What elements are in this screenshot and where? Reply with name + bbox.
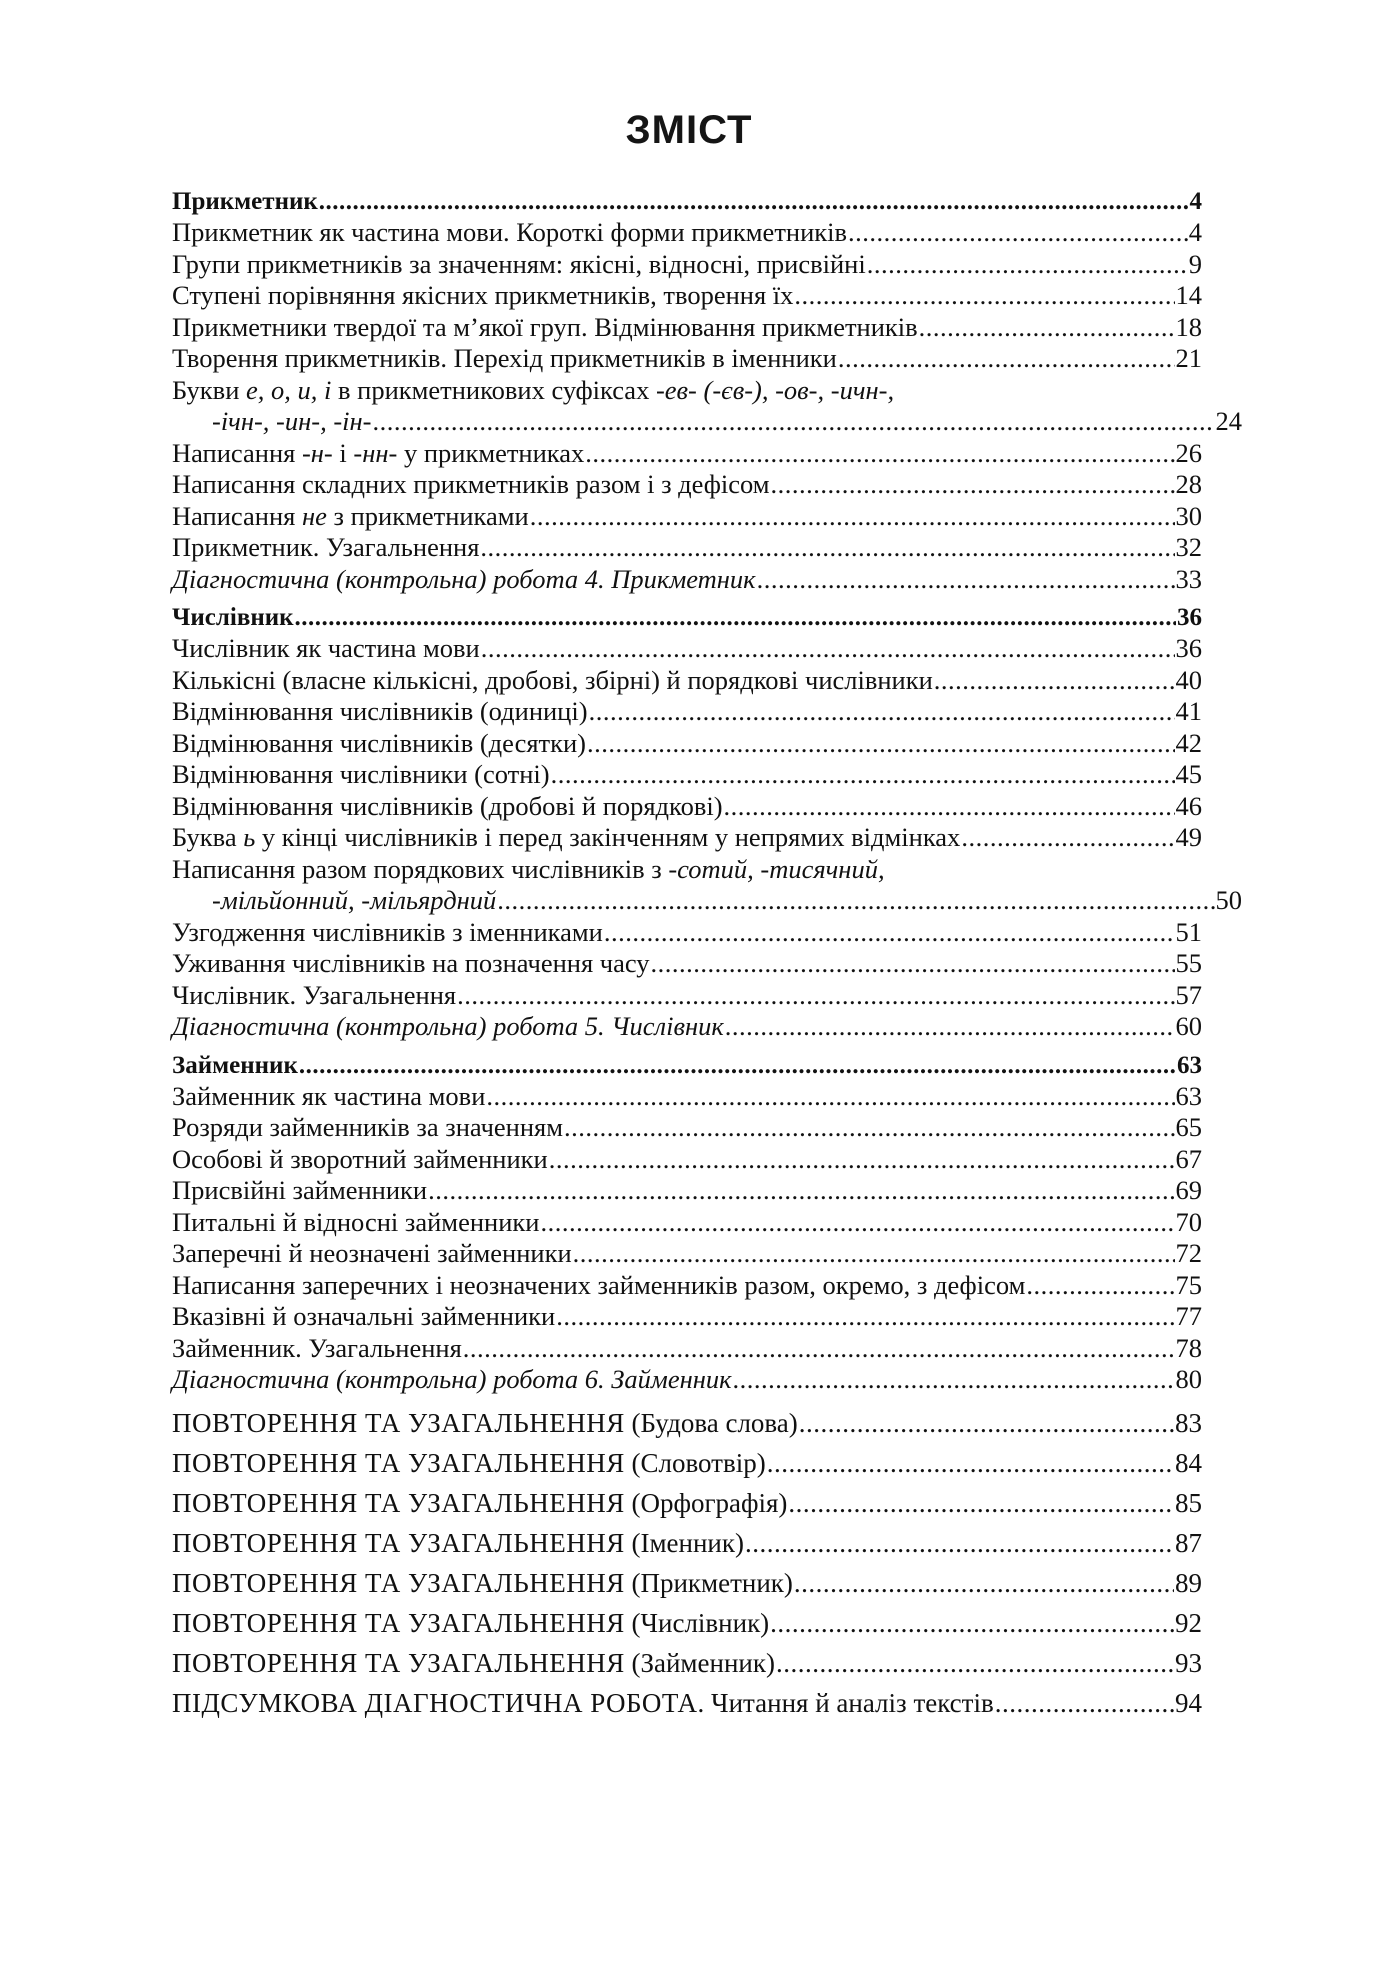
toc-entry-title: Написання заперечних і неозначених займенників разом, окремо, з дефісом xyxy=(172,1269,1026,1300)
toc-page-number: 4 xyxy=(1189,188,1202,215)
toc-entry-title: Числівник як частина мови xyxy=(172,633,480,663)
toc-entry[interactable] xyxy=(172,791,1202,823)
dot-leader xyxy=(934,665,1175,697)
toc-entry-upper: ПОВТОРЕННЯ ТА УЗАГАЛЬНЕННЯ xyxy=(172,1447,625,1478)
toc-entry-test[interactable] xyxy=(172,1011,1202,1043)
toc-page-number: 18 xyxy=(1175,311,1202,342)
toc-entry-title xyxy=(212,406,373,438)
toc-page-number: 83 xyxy=(1175,1407,1202,1438)
toc-page-number: 67 xyxy=(1175,1143,1202,1174)
toc-entry-upper: ПОВТОРЕННЯ ТА УЗАГАЛЬНЕННЯ xyxy=(172,1527,625,1558)
toc-entry-title: Уживання числівників на позначення часу xyxy=(172,948,650,978)
toc-review-entry[interactable] xyxy=(172,1523,1202,1563)
toc-entry[interactable] xyxy=(172,217,1202,249)
toc-entry[interactable] xyxy=(172,1112,1202,1144)
toc-entry-italic: -нн- xyxy=(353,437,398,468)
toc-entry[interactable] xyxy=(172,532,1202,564)
toc-entry-title xyxy=(172,501,530,533)
toc-entry-italic: ь xyxy=(243,822,256,852)
toc-entry-text: (Орфографія) xyxy=(624,1487,788,1518)
dot-leader xyxy=(799,1403,1174,1443)
toc-entry-title: Прикметник. Узагальнення xyxy=(172,532,480,562)
toc-entry-text: (Числівник) xyxy=(624,1607,770,1638)
toc-page-number: 49 xyxy=(1175,822,1202,852)
toc-section-heading[interactable] xyxy=(172,602,1202,633)
toc-page-number: 21 xyxy=(1175,343,1202,373)
toc-page-number: 42 xyxy=(1175,727,1202,758)
toc-entry-title: Діагностична (контрольна) робота 5. Числівник xyxy=(172,1011,724,1041)
dot-leader xyxy=(651,948,1175,980)
toc-page-number: 36 xyxy=(1177,604,1202,631)
dot-leader xyxy=(428,1175,1174,1207)
toc-entry-text: і xyxy=(332,437,354,468)
dot-leader xyxy=(848,217,1188,249)
toc-entry[interactable] xyxy=(172,280,1202,312)
dot-leader xyxy=(589,696,1175,728)
dot-leader xyxy=(733,1364,1175,1396)
dot-leader xyxy=(540,1207,1174,1239)
toc-entry-first-line[interactable] xyxy=(172,375,1202,407)
dot-leader xyxy=(1026,1270,1174,1302)
dot-leader xyxy=(556,1301,1174,1333)
toc-entry[interactable] xyxy=(172,469,1202,501)
toc-entry-first-line[interactable] xyxy=(172,854,1202,886)
dot-leader xyxy=(486,1081,1174,1113)
dot-leader xyxy=(919,312,1175,344)
toc-entry[interactable] xyxy=(172,1207,1202,1239)
toc-section-numeral xyxy=(172,602,1242,1043)
toc-entry-text: (Займенник) xyxy=(624,1647,775,1678)
toc-page-number: 9 xyxy=(1188,248,1202,279)
toc-review-entry[interactable] xyxy=(172,1563,1202,1603)
toc-entry-title: Відмінювання числівників (одиниці) xyxy=(172,696,588,726)
toc-entry-continuation[interactable] xyxy=(172,885,1242,917)
toc-entry[interactable] xyxy=(172,1301,1202,1333)
toc-entry-title: Прикметники твердої та м’якої груп. Відмінювання прикметників xyxy=(172,311,918,342)
toc-page-number: 40 xyxy=(1175,664,1202,695)
toc-entry-title xyxy=(172,1563,794,1603)
page-title: ЗМІСТ xyxy=(625,108,753,152)
toc-entry-title: Прикметник xyxy=(172,188,318,215)
dot-leader xyxy=(794,280,1174,312)
toc-entry[interactable] xyxy=(172,728,1202,760)
dot-leader xyxy=(776,1643,1174,1683)
toc-entry-upper: ПОВТОРЕННЯ ТА УЗАГАЛЬНЕННЯ xyxy=(172,1487,625,1518)
toc-page-number: 46 xyxy=(1175,790,1202,821)
toc-entry-title: Розряди займенників за значенням xyxy=(172,1112,564,1142)
toc-entry[interactable] xyxy=(172,980,1202,1012)
toc-page-number: 77 xyxy=(1175,1301,1202,1331)
dot-leader xyxy=(725,1011,1175,1043)
toc-entry[interactable] xyxy=(172,312,1202,344)
toc-entry[interactable] xyxy=(172,948,1202,980)
toc-entry-upper: ПОВТОРЕННЯ ТА УЗАГАЛЬНЕННЯ xyxy=(172,1407,625,1438)
toc-review-entry[interactable] xyxy=(172,1483,1202,1523)
toc-page-number: 30 xyxy=(1175,500,1202,531)
dot-leader xyxy=(295,602,1176,633)
toc-entry-text: (Прикметник) xyxy=(624,1567,793,1598)
toc-page-number: 57 xyxy=(1175,979,1202,1010)
toc-page-number: 69 xyxy=(1175,1175,1202,1205)
toc-entry-title xyxy=(172,1443,767,1483)
dot-leader xyxy=(724,791,1175,823)
toc-entry-text: . Читання й аналіз текстів xyxy=(697,1687,994,1718)
toc-page-number: 45 xyxy=(1175,759,1202,789)
toc-entry-title xyxy=(212,885,497,917)
toc-entry-text: у прикметниках xyxy=(397,437,585,468)
dot-leader xyxy=(463,1333,1175,1365)
toc-page-number: 70 xyxy=(1175,1206,1202,1237)
dot-leader xyxy=(745,1523,1174,1563)
toc-page-number: 50 xyxy=(1215,885,1242,915)
dot-leader xyxy=(480,532,1174,564)
toc-entry-title: Відмінювання числівників (дробові й порядкові) xyxy=(172,790,723,821)
dot-leader xyxy=(788,1483,1174,1523)
dot-leader xyxy=(770,1603,1174,1643)
toc-page-number: 87 xyxy=(1175,1527,1202,1558)
toc-review-entry[interactable] xyxy=(172,1443,1202,1483)
toc-entry-title: Відмінювання числівників (десятки) xyxy=(172,727,586,758)
toc-entry[interactable] xyxy=(172,1144,1202,1176)
toc-entry-title: Числівник. Узагальнення xyxy=(172,979,457,1010)
toc-entry-italic: -ев- (-єв-), -ов-, -ичн-, xyxy=(655,374,895,405)
toc-entry-text: Букви xyxy=(172,374,247,405)
toc-entry-title xyxy=(172,1603,770,1643)
toc-entry-title: Діагностична (контрольна) робота 6. Займенник xyxy=(172,1364,732,1394)
toc-entry-title xyxy=(172,1523,745,1563)
toc-entry-title: Займенник xyxy=(172,1051,298,1079)
dot-leader xyxy=(373,406,1215,438)
toc-entry[interactable] xyxy=(172,696,1202,728)
toc-entry[interactable] xyxy=(172,633,1202,665)
dot-leader xyxy=(794,1563,1174,1603)
toc-page-number: 24 xyxy=(1215,406,1242,436)
dot-leader xyxy=(299,1050,1176,1081)
toc-entry-title: Написання складних прикметників разом і з дефісом xyxy=(172,469,770,499)
toc-entry-text: Написання xyxy=(172,500,302,531)
toc-page-number: 80 xyxy=(1175,1364,1202,1394)
toc-entry[interactable] xyxy=(172,917,1202,949)
toc-entry-upper: ПОВТОРЕННЯ ТА УЗАГАЛЬНЕННЯ xyxy=(172,1647,625,1678)
toc-page-number: 4 xyxy=(1188,217,1202,247)
dot-leader xyxy=(604,917,1175,949)
toc-entry-title: Присвійні займенники xyxy=(172,1175,428,1205)
toc-page-number: 32 xyxy=(1175,532,1202,562)
dot-leader xyxy=(867,249,1188,281)
toc-review-entry[interactable] xyxy=(172,1403,1202,1443)
dot-leader xyxy=(551,759,1175,791)
toc-entry-title: Узгодження числівників з іменниками xyxy=(172,916,603,947)
toc-entry-upper: ПІДСУМКОВА ДІАГНОСТИЧНА РОБОТА xyxy=(172,1687,698,1718)
toc-section-heading[interactable] xyxy=(172,186,1202,217)
toc-entry-title: Займенник. Узагальнення xyxy=(172,1332,462,1363)
toc-entry-title: Числівник xyxy=(172,604,294,631)
toc-entry-text: (Словотвір) xyxy=(624,1447,766,1478)
toc-final-test-entry[interactable] xyxy=(172,1683,1202,1723)
dot-leader xyxy=(564,1112,1174,1144)
dot-leader xyxy=(757,564,1175,596)
toc-entry-title xyxy=(172,1483,788,1523)
toc-page-number: 55 xyxy=(1175,948,1202,978)
toc-entry-text: Написання разом порядкових числівників з xyxy=(172,853,669,884)
toc-entry[interactable] xyxy=(172,1081,1202,1113)
dot-leader xyxy=(573,1238,1175,1270)
toc-entry[interactable] xyxy=(172,1270,1202,1302)
toc-page-number: 93 xyxy=(1175,1647,1202,1678)
toc-entry[interactable] xyxy=(172,1175,1202,1207)
toc-page-number: 41 xyxy=(1175,696,1202,726)
toc-entry[interactable] xyxy=(172,1333,1202,1365)
toc-entry-title: Займенник як частина мови xyxy=(172,1080,486,1111)
toc-entry-title: Відмінювання числівники (сотні) xyxy=(172,759,550,789)
toc-entry-upper: ПОВТОРЕННЯ ТА УЗАГАЛЬНЕННЯ xyxy=(172,1607,625,1638)
dot-leader xyxy=(995,1683,1174,1723)
toc-entry-title: Групи прикметників за значенням: якісні, відносні, присвійні xyxy=(172,248,866,279)
dot-leader xyxy=(549,1144,1175,1176)
toc-page-number: 28 xyxy=(1175,469,1202,499)
toc-entry-italic: -сотий, -тисячний, xyxy=(668,853,885,884)
toc-page-number: 84 xyxy=(1175,1447,1202,1478)
toc-entry-text: (Будова слова) xyxy=(624,1407,798,1438)
toc-page-number: 26 xyxy=(1175,437,1202,468)
toc-entry-title xyxy=(172,438,585,470)
toc-entry-upper: ПОВТОРЕННЯ ТА УЗАГАЛЬНЕННЯ xyxy=(172,1567,625,1598)
toc-entry-text: у кінці числівників і перед закінченням у непрямих відмінках xyxy=(255,822,961,852)
toc-entry-title: Прикметник як частина мови. Короткі форми прикметників xyxy=(172,217,848,247)
toc-entry-italic: е, о, и, і xyxy=(246,374,332,405)
toc-entry[interactable] xyxy=(172,1238,1202,1270)
toc-page-number: 65 xyxy=(1175,1112,1202,1142)
toc-page-number: 75 xyxy=(1175,1269,1202,1300)
toc-entry[interactable] xyxy=(172,759,1202,791)
dot-leader xyxy=(530,501,1175,533)
dot-leader xyxy=(319,186,1189,217)
toc-section-review xyxy=(172,1403,1202,1723)
toc-review-entry[interactable] xyxy=(172,1643,1202,1683)
toc-section-adjective xyxy=(172,186,1242,595)
toc-page-number: 89 xyxy=(1175,1567,1202,1598)
toc-entry-title: Діагностична (контрольна) робота 4. Прикметник xyxy=(172,563,756,594)
toc-entry-text: з прикметниками xyxy=(326,500,529,531)
toc-entry-test[interactable] xyxy=(172,564,1202,596)
toc-entry[interactable] xyxy=(172,501,1202,533)
toc-entry-title: Питальні й відносні займенники xyxy=(172,1206,540,1237)
toc-page-number: 33 xyxy=(1175,563,1202,594)
dot-leader xyxy=(771,469,1175,501)
toc-entry-test[interactable] xyxy=(172,1364,1202,1396)
toc-entry[interactable] xyxy=(172,249,1202,281)
toc-entry-text: (Іменник) xyxy=(624,1527,744,1558)
dot-leader xyxy=(587,728,1175,760)
toc-section-heading[interactable] xyxy=(172,1050,1202,1081)
dot-leader xyxy=(481,633,1175,665)
dot-leader xyxy=(585,438,1174,470)
toc-entry-italic: -н- xyxy=(301,437,333,468)
toc-page-number: 36 xyxy=(1175,633,1202,663)
toc-page-number: 51 xyxy=(1175,916,1202,947)
toc-entry-title: Особові й зворотний займенники xyxy=(172,1143,548,1174)
toc-entry-continuation[interactable] xyxy=(172,406,1242,438)
dot-leader xyxy=(497,885,1214,917)
toc-entry-text: в прикметникових суфіксах xyxy=(331,374,656,405)
toc-entry-title xyxy=(172,1683,995,1723)
toc-page-number: 94 xyxy=(1175,1687,1202,1718)
toc-entry-text: Написання xyxy=(172,437,302,468)
toc-page-number: 60 xyxy=(1175,1011,1202,1041)
toc-entry-italic: -ічн-, -ин-, -ін- xyxy=(212,406,372,436)
toc-section-pronoun xyxy=(172,1050,1202,1396)
toc-entry-title: Творення прикметників. Перехід прикметників в іменники xyxy=(172,343,837,373)
toc-review-entry[interactable] xyxy=(172,1603,1202,1643)
toc-entry-italic: -мільйонний, -мільярдний xyxy=(212,885,497,915)
toc-page-number: 85 xyxy=(1175,1487,1202,1518)
dot-leader xyxy=(961,822,1174,854)
dot-leader xyxy=(838,343,1175,375)
toc-page-number: 78 xyxy=(1175,1332,1202,1363)
toc-entry-title xyxy=(172,822,961,854)
toc-entry-title: Ступені порівняння якісних прикметників, творення їх xyxy=(172,280,794,310)
toc-entry-title: Вказівні й означальні займенники xyxy=(172,1301,556,1331)
toc-entry-title xyxy=(172,1403,799,1443)
table-of-contents xyxy=(172,186,1242,1730)
toc-entry-text: Буква xyxy=(172,822,244,852)
dot-leader xyxy=(457,980,1174,1012)
toc-entry-title xyxy=(172,1643,776,1683)
toc-page-number: 72 xyxy=(1175,1238,1202,1268)
toc-page-number: 92 xyxy=(1175,1607,1202,1638)
toc-entry-title: Заперечні й неозначені займенники xyxy=(172,1238,572,1268)
toc-entry[interactable] xyxy=(172,438,1202,470)
toc-entry-italic: не xyxy=(301,500,327,531)
toc-entry-title: Кількісні (власне кількісні, дробові, збірні) й порядкові числівники xyxy=(172,664,933,695)
toc-entry[interactable] xyxy=(172,343,1202,375)
toc-entry[interactable] xyxy=(172,665,1202,697)
toc-page-number: 63 xyxy=(1177,1051,1202,1079)
toc-page-number: 63 xyxy=(1175,1080,1202,1111)
toc-entry[interactable] xyxy=(172,822,1202,854)
dot-leader xyxy=(767,1443,1174,1483)
toc-page-number: 14 xyxy=(1175,280,1202,310)
